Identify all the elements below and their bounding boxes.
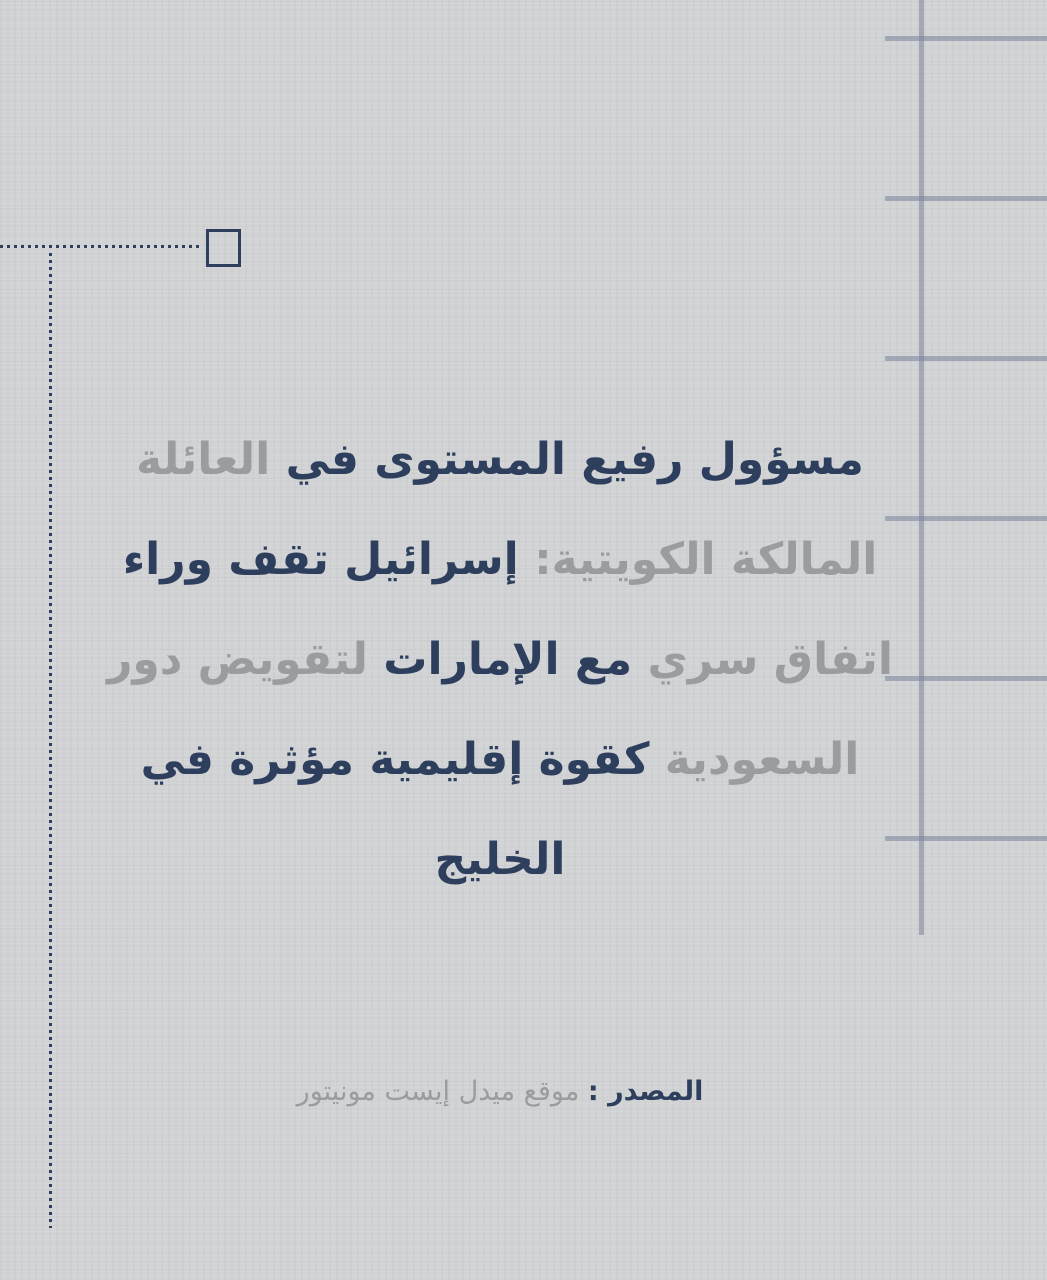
source-value: موقع ميدل إيست مونيتور (296, 1076, 580, 1107)
headline (63, 410, 937, 910)
headline-segment: إسرائيل تقف وراء (122, 534, 519, 585)
headline-segment: مع الإمارات (383, 634, 633, 685)
headline-segment: مسؤول رفيع المستوى في (285, 434, 864, 485)
headline-line (63, 610, 937, 710)
dotted-vertical-line (49, 253, 52, 1228)
headline-line (63, 710, 937, 810)
source-label: المصدر : (587, 1076, 704, 1107)
grid-horizontal-line (885, 36, 1047, 41)
headline-segment: كقوة إقليمية مؤثرة في (140, 734, 650, 785)
grid-horizontal-line (885, 356, 1047, 361)
headline-line (63, 410, 937, 510)
headline-segment: اتفاق سري (647, 634, 893, 685)
headline-segment: لتقويض دور (107, 634, 368, 685)
headline-segment: المالكة الكويتية: (534, 534, 878, 585)
headline-segment: العائلة (136, 434, 271, 485)
source-line (63, 1070, 937, 1114)
headline-line (63, 810, 937, 910)
headline-segment: السعودية (664, 734, 860, 785)
square-outline-icon (206, 229, 241, 267)
dotted-horizontal-line (0, 245, 202, 248)
headline-line (63, 510, 937, 610)
headline-segment: الخليج (434, 834, 566, 885)
grid-horizontal-line (885, 196, 1047, 201)
